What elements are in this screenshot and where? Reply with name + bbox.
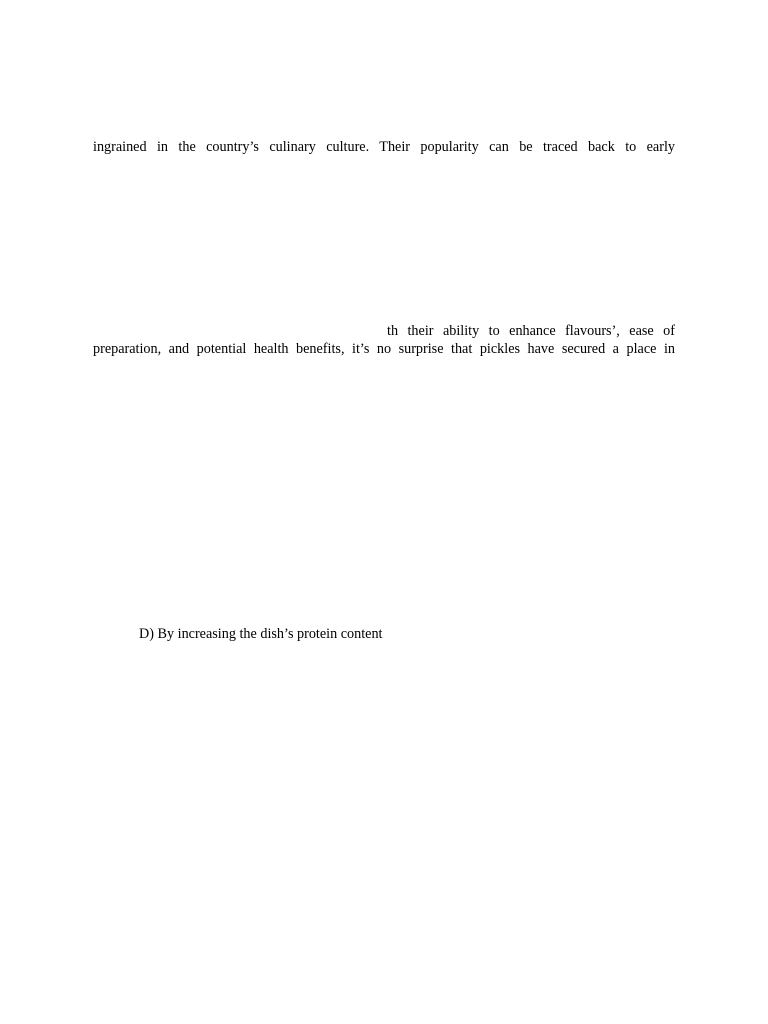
paragraph-line-partial: th their ability to enhance flavours’, ease of: [387, 323, 675, 339]
paragraph-line: ingrained in the country’s culinary culture. Their popularity can be traced back to early: [93, 139, 675, 155]
answer-option-d: D) By increasing the dish’s protein content: [139, 626, 383, 642]
paragraph-line: preparation, and potential health benefits, it’s no surprise that pickles have secured a place in: [93, 341, 675, 357]
